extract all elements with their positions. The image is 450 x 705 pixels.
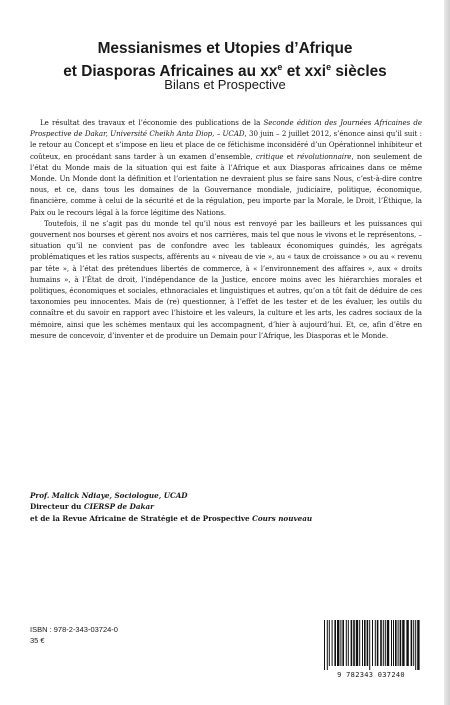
barcode-bar — [377, 620, 379, 666]
p1-text-a: Le résultat des travaux et l’économie des publications de la — [40, 118, 264, 127]
barcode-bar — [351, 620, 353, 666]
barcode-bar — [413, 620, 414, 666]
barcode-bar — [395, 620, 397, 666]
barcode-bar — [380, 620, 382, 666]
century-20: xx — [260, 63, 278, 81]
barcode-bar — [334, 620, 336, 666]
barcode-bar — [348, 620, 349, 666]
barcode-bar — [393, 620, 394, 666]
barcode-bar — [324, 620, 325, 670]
blurb-paragraph-2: Toutefois, il ne s’agit pas du monde tel qu’il nous est renvoyé par les bailleurs et les puissances qui gouvernent nos bourses et gèrent nos avoirs et nos carrières, mais tel que nous le vivons et le représentons, – situation qu’il ne convient pas de confondre avec les tableaux économiques guindés, les agrégats problématiques et les ratios suspects, afférents au « niveau de vie », au « taux de croissance » ou au « revenu par tête », à l’état des prétendues libertés de commerce, à « l’environnement des affaires », aux « droits humains », à l’État de droit, l’indépendance de la Justice, encore moins avec les hiérarchies morales et politiques, économiques et sociales, ethnoraciales et linguistiques et autres, qu’on a tôt fait de déduire de ces taxonomies peu innocentes. Mais de (re) questionner, à l’effet de les tester et de les évaluer, les outils du connaître et du savoir en rapport avec l’histoire et les valeurs, la culture et les arts, les cadres sociaux de la mémoire, ainsi que les schèmes mentaux qui les accompagnent, d’hier à aujourd’hui. Et, ce, afin d’être en mesure de concevoir, d’inventer et de produire un Demain pour l’Afrique, les Diasporas et le Monde. — [30, 218, 422, 340]
barcode-bar — [402, 620, 404, 666]
barcode-bar — [364, 620, 366, 666]
barcode-bar — [411, 620, 413, 666]
barcode-bar — [367, 620, 369, 666]
barcode-bar — [362, 620, 363, 666]
barcode-bar — [340, 620, 341, 666]
barcode-bar — [359, 620, 360, 666]
p1-text-d: , non seulement de l’état du Monde mais de la situation qui est faite à l’Afrique et aux Diasporas africaines dans ce même Monde. Un Monde dont la définition et l’orientation ne devraient plus se faire sans Nous, c’est-à-dire contre nous, et ce, dans tous les domaines de la Gouvernance mondiale, judiciaire, politique, économique, financière, comme à celui de la sécurité et de la régulation, peu importe par la Morale, le Droit, l’Éthique, la Paix ou le recours légal à la force légitime des Nations. — [30, 151, 422, 217]
barcode-bar — [372, 620, 373, 666]
isbn-number: ISBN : 978-2-343-03724-0 — [30, 625, 118, 634]
barcode-bar — [327, 620, 328, 670]
p1-event-name: Seconde édition des Journées Africaines de Prospective de Dakar, Université Cheikh Anta Diop, – UCAD — [30, 118, 423, 139]
barcode-bar — [375, 620, 376, 666]
price: 35 € — [30, 636, 45, 645]
blurb-paragraph-1 — [30, 117, 422, 218]
barcode-bar — [391, 620, 392, 666]
century-21: xxi — [304, 63, 327, 81]
barcode-bar — [406, 620, 408, 666]
barcode-bar — [369, 620, 370, 670]
barcode-bar — [415, 620, 416, 670]
book-title — [0, 40, 450, 81]
role-1-text: Directeur du — [30, 502, 84, 512]
barcode-bar — [398, 620, 399, 666]
barcode-bar — [356, 620, 358, 666]
role-1-institution: CIERSP de Dakar — [83, 502, 154, 512]
barcode-bar — [332, 620, 333, 666]
spine-edge — [444, 0, 450, 705]
author-signature — [30, 490, 422, 524]
barcode-bar — [346, 620, 347, 666]
barcode-bar — [342, 620, 344, 666]
title-line-1: Messianismes et Utopies d’Afrique — [97, 40, 353, 57]
blurb-text — [30, 117, 422, 341]
barcode-icon — [318, 618, 423, 672]
title-line-2-part-3: siècles — [331, 63, 387, 81]
barcode-bar — [337, 620, 339, 666]
author-name: Prof. Malick Ndiaye, Sociologue, UCAD — [30, 491, 188, 500]
p1-critique: critique — [255, 151, 284, 161]
title-line-2-part-1: et Diasporas Africaines au — [63, 63, 261, 81]
book-subtitle: Bilans et Prospective — [164, 77, 286, 92]
author-role-1 — [30, 501, 422, 512]
role-2-journal: Cours nouveau — [252, 513, 313, 523]
barcode-digits: 9 782343 037240 — [337, 671, 405, 679]
barcode-bar — [329, 620, 330, 666]
title-line-2-part-2: et — [282, 63, 305, 81]
barcode-bar — [353, 620, 355, 666]
barcode-bar — [385, 620, 386, 666]
role-2-text: et de la Revue Africaine de Stratégie et de Prospective — [30, 513, 253, 523]
author-role-2 — [30, 513, 422, 524]
century-21-suffix: e — [326, 62, 332, 72]
p1-revolutionnaire: révolutionnaire — [296, 151, 352, 161]
barcode-bar — [417, 620, 419, 670]
isbn-block — [30, 624, 118, 646]
barcode-bar — [387, 620, 389, 666]
century-20-suffix: e — [277, 62, 283, 72]
barcode-bar — [400, 620, 402, 666]
barcode-bar — [383, 620, 384, 666]
p1-text-b: , 30 juin – 2 juillet 2012, s’énonce ainsi qu’il suit : le retour au Concept et s’impose en lieu et place de ce fétichisme inconsidéré d’un Opérationnel inhibiteur et coûteux, en procédant sans tarder à un examen d’ensemble, — [30, 129, 422, 161]
p1-text-c: et — [283, 151, 297, 161]
